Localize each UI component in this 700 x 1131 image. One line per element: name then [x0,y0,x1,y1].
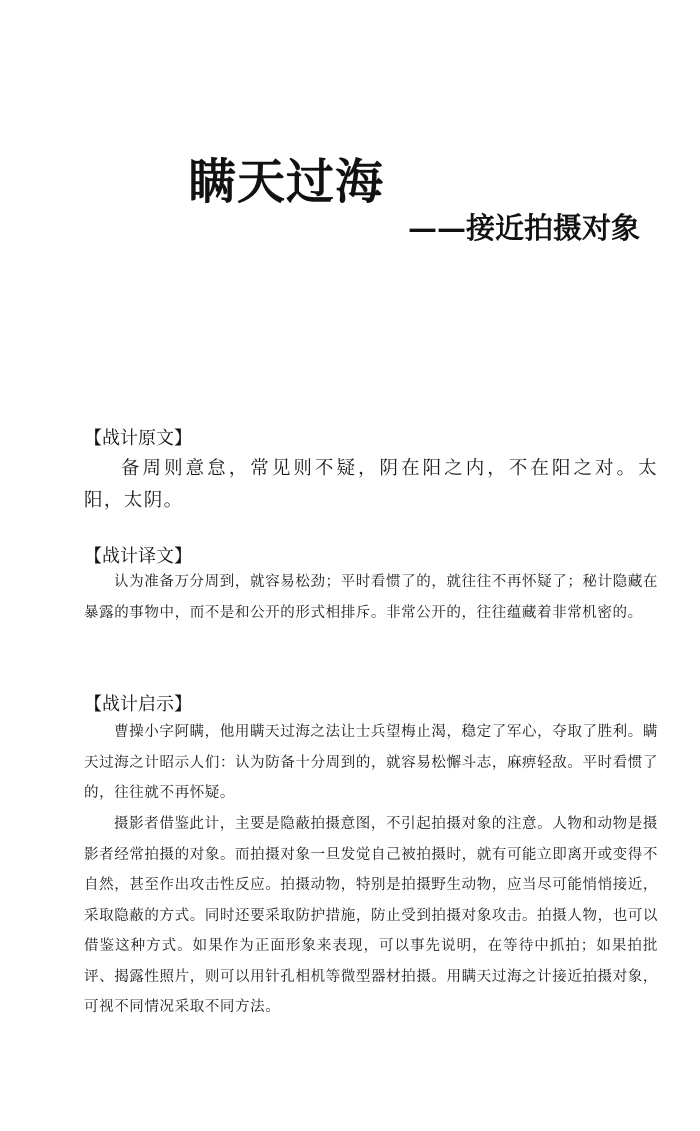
insight-paragraph-1: 曹操小字阿瞒，他用瞒天过海之法让士兵望梅止渴，稳定了军心，夺取了胜利。瞒天过海之计昭示人们：认为防备十分周到的，就容易松懈斗志，麻痹轻敌。平时看惯了的，往往就不再怀疑。 [84,724,658,801]
translation-heading: 【战计译文】 [84,546,192,567]
chapter-title: 瞒天过海 [188,154,385,210]
original-text-heading: 【战计原文】 [84,428,192,449]
insight-paragraph-2: 摄影者借鉴此计，主要是隐蔽拍摄意图，不引起拍摄对象的注意。人物和动物是摄影者经常拍摄的对象。而拍摄对象一旦发觉自己被拍摄时，就有可能立即离开或变得不自然，甚至作出攻击性反应。拍摄动物，特别是拍摄野生动物，应当尽可能悄悄接近，采取隐蔽的方式。同时还要采取防护措施，防止受到拍摄对象攻击。拍摄人物，也可以借鉴这种方式。如果作为正面形象来表现，可以事先说明，在等待中抓拍；如果拍批评、揭露性照片，则可以用针孔相机等微型器材拍摄。用瞒天过海之计接近拍摄对象，可视不同情况采取不同方法。 [84,816,658,1015]
translation-paragraph: 认为准备万分周到，就容易松劲；平时看惯了的，就往往不再怀疑了；秘计隐藏在暴露的事物中，而不是和公开的形式相排斥。非常公开的，往往蕴藏着非常机密的。 [84,574,658,621]
chapter-subtitle: ——接近拍摄对象 [408,211,641,245]
insight-heading: 【战计启示】 [84,694,192,715]
original-text-paragraph: 备周则意怠，常见则不疑，阴在阳之内，不在阳之对。太阳，太阴。 [84,458,658,511]
